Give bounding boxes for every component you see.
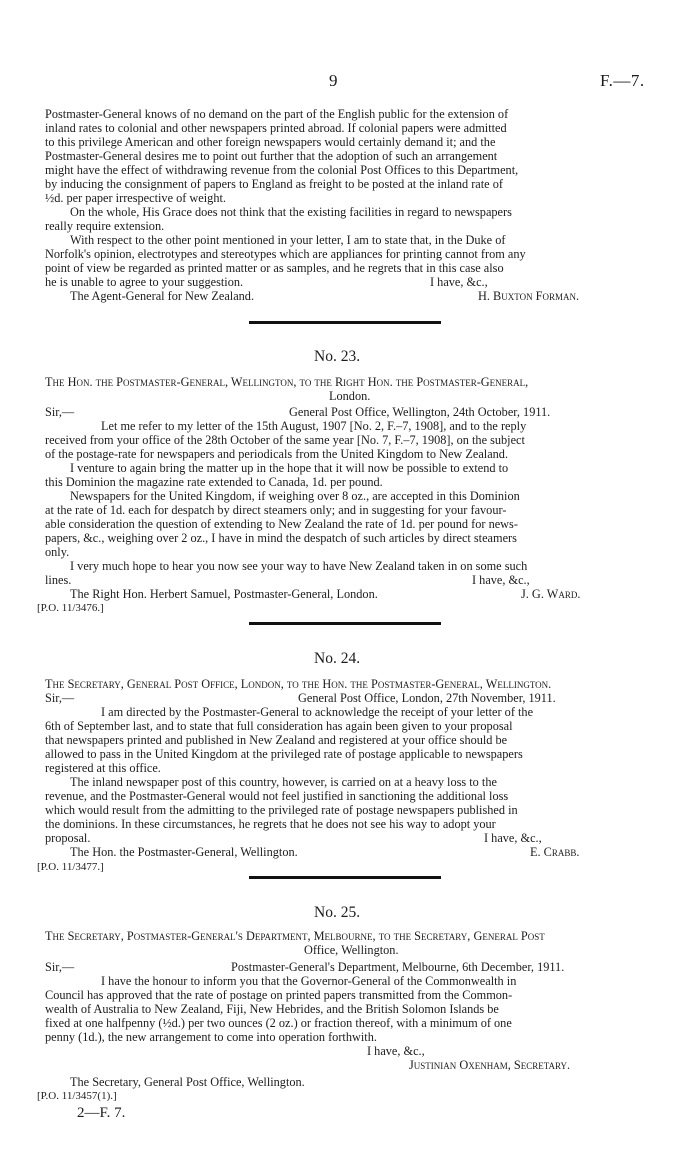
text-line: by inducing the consignment of papers to England as freight to be posted at the inland rate of	[45, 177, 503, 191]
text-line: ½d. per paper irrespective of weight.	[45, 191, 226, 205]
text-line: lines.	[45, 573, 72, 587]
text-line: registered at this office.	[45, 761, 161, 775]
closing-phrase: I have, &c.,	[472, 573, 530, 587]
text-line: proposal.	[45, 831, 91, 845]
salutation: Sir,—	[45, 960, 75, 974]
text-line: he is unable to agree to your suggestion.	[45, 275, 244, 289]
addressee: The Hon. the Postmaster-General, Wellington.	[70, 845, 298, 859]
letter-heading: The Secretary, General Post Office, London, to the Hon. the Postmaster-General, Wellington.	[45, 677, 552, 691]
letter-number: No. 23.	[314, 348, 361, 365]
letter-heading: Office, Wellington.	[304, 943, 399, 957]
letter-heading: London.	[329, 389, 371, 403]
text-line: able consideration the question of extending to New Zealand the rate of 1d. per pound for news-	[45, 517, 518, 531]
text-line: Council has approved that the rate of postage on printed papers transmitted from the Common-	[45, 988, 513, 1002]
text-line: The inland newspaper post of this country, however, is carried on at a heavy loss to the	[70, 775, 497, 789]
text-line: fixed at one halfpenny (½d.) per two ounces (2 oz.) or fraction thereof, with a minimum of one	[45, 1016, 512, 1030]
letter-heading: The Hon. the Postmaster-General, Wellington, to the Right Hon. the Postmaster-General,	[45, 375, 529, 389]
signature: E. Crabb.	[530, 845, 580, 859]
text-line: this Dominion the magazine rate extended to Canada, 1d. per pound.	[45, 475, 383, 489]
text-line: which would result from the admitting to the privileged rate of postage newspapers published in	[45, 803, 518, 817]
text-line: penny (1d.), the new arrangement to come into operation forthwith.	[45, 1030, 377, 1044]
text-line: 6th of September last, and to state that full consideration has again been given to your proposal	[45, 719, 513, 733]
text-line: that newspapers printed and published in New Zealand and registered at your office should be	[45, 733, 508, 747]
printer-signature-mark: 2—F. 7.	[77, 1105, 126, 1121]
addressee: The Agent-General for New Zealand.	[70, 289, 255, 303]
text-line: I venture to again bring the matter up in the hope that it will now be possible to extend to	[70, 461, 509, 475]
text-line: Newspapers for the United Kingdom, if weighing over 8 oz., are accepted in this Dominion	[70, 489, 520, 503]
text-line: the dominions. In these circumstances, he regrets that he does not see his way to adopt your	[45, 817, 496, 831]
dateline: General Post Office, Wellington, 24th October, 1911.	[289, 405, 551, 419]
signature: Justinian Oxenham, Secretary.	[409, 1058, 571, 1072]
page-number: 9	[329, 71, 338, 90]
text-line: only.	[45, 545, 70, 559]
closing-phrase: I have, &c.,	[484, 831, 542, 845]
closing-phrase: I have, &c.,	[430, 275, 488, 289]
closing-phrase: I have, &c.,	[367, 1044, 425, 1058]
text-line: really require extension.	[45, 219, 165, 233]
text-line: Postmaster-General knows of no demand on the part of the English public for the extension of	[45, 107, 509, 121]
text-line: received from your office of the 28th October of the same year [No. 7, F.–7, 1908], on the subject	[45, 433, 525, 447]
text-line: of the postage-rate for newspapers and periodicals from the United Kingdom to New Zealand.	[45, 447, 509, 461]
text-line: I have the honour to inform you that the Governor-General of the Commonwealth in	[101, 974, 517, 988]
text-line: point of view be regarded as printed matter or as samples, and he regrets that in this case also	[45, 261, 504, 275]
section-divider	[249, 321, 441, 324]
text-line: Let me refer to my letter of the 15th August, 1907 [No. 2, F.–7, 1908], and to the reply	[101, 419, 527, 433]
signature: H. Buxton Forman.	[478, 289, 580, 303]
text-line: I very much hope to hear you now see your way to have New Zealand taken in on some such	[70, 559, 528, 573]
file-reference: [P.O. 11/3476.]	[37, 602, 104, 614]
dateline: Postmaster-General's Department, Melbourne, 6th December, 1911.	[231, 960, 565, 974]
text-line: Postmaster-General desires me to point out further that the adoption of such an arrangement	[45, 149, 498, 163]
text-line: inland rates to colonial and other newspapers printed abroad. If colonial papers were admitted	[45, 121, 507, 135]
dateline: General Post Office, London, 27th November, 1911.	[298, 691, 556, 705]
text-line: to this privilege American and other foreign newspapers would certainly demand it; and the	[45, 135, 496, 149]
section-divider	[249, 622, 441, 625]
text-line: Norfolk's opinion, electrotypes and stereotypes which are appliances for printing cannot from any	[45, 247, 526, 261]
file-reference: [P.O. 11/3457(1).]	[37, 1090, 117, 1102]
salutation: Sir,—	[45, 405, 75, 419]
document-reference: F.—7.	[600, 71, 645, 90]
text-line: might have the effect of withdrawing revenue from the colonial Post Offices to this Department,	[45, 163, 519, 177]
text-line: revenue, and the Postmaster-General would not feel justified in sanctioning the additional loss	[45, 789, 509, 803]
text-line: wealth of Australia to New Zealand, Fiji, New Hebrides, and the British Solomon Islands be	[45, 1002, 499, 1016]
file-reference: [P.O. 11/3477.]	[37, 861, 104, 873]
signature: J. G. Ward.	[521, 587, 581, 601]
text-line: On the whole, His Grace does not think that the existing facilities in regard to newspapers	[70, 205, 512, 219]
text-line: allowed to pass in the United Kingdom at the privileged rate of postage applicable to newspapers	[45, 747, 523, 761]
text-line: I am directed by the Postmaster-General to acknowledge the receipt of your letter of the	[101, 705, 534, 719]
text-line: papers, &c., weighing over 2 oz., I have in mind the despatch of such articles by direct steamers	[45, 531, 517, 545]
letter-number: No. 25.	[314, 904, 361, 921]
addressee: The Right Hon. Herbert Samuel, Postmaster-General, London.	[70, 587, 378, 601]
addressee: The Secretary, General Post Office, Wellington.	[70, 1075, 305, 1089]
salutation: Sir,—	[45, 691, 75, 705]
letter-heading: The Secretary, Postmaster-General's Department, Melbourne, to the Secretary, General Post	[45, 929, 545, 943]
text-line: With respect to the other point mentioned in your letter, I am to state that, in the Duke of	[70, 233, 506, 247]
letter-number: No. 24.	[314, 650, 361, 667]
section-divider	[249, 876, 441, 879]
text-line: at the rate of 1d. each for despatch by direct steamers only; and in suggesting for your favour-	[45, 503, 507, 517]
